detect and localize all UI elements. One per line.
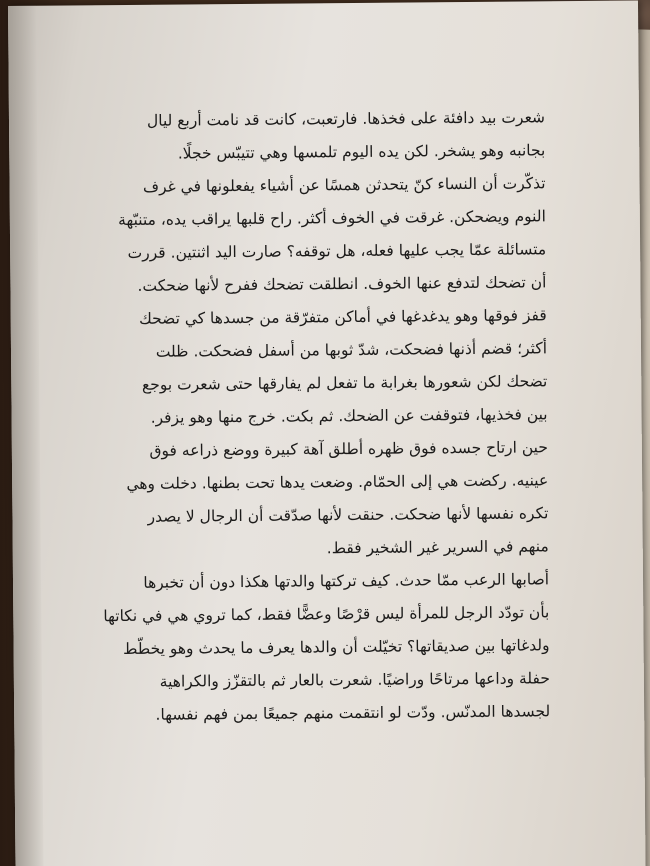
text-line: أن تضحك لتدفع عنها الخوف. انطلقت تضحك ففرح لأنها ضحكت. bbox=[137, 273, 547, 295]
text-line: بأن تودّد الرجل للمرأة ليس قرْصًا وعضًّا فقط، كما تروي هي في نكاتها bbox=[103, 603, 550, 626]
text-line: بين فخذيها، فتوقفت عن الضحك. ثم بكت. خرج منها وهو يزفر. bbox=[150, 405, 548, 427]
text-line: ولدغاتها بين صديقاتها؟ تخيّلت أن والدها يعرف ما يحدث وهو يخطّط bbox=[123, 636, 550, 659]
text-line: حفلة وداعها مرتاحًا وراضيًا. شعرت بالعار ثم بالتقزّز والكراهية bbox=[159, 669, 550, 691]
text-line: تذكّرت أن النساء كنّ يتحدثن همسًا عن أشياء يفعلونها في غرف bbox=[142, 174, 546, 196]
page-gutter-shadow bbox=[8, 6, 44, 866]
text-line: حين ارتاح جسده فوق ظهره أطلق آهة كبيرة ووضع ذراعه فوق bbox=[149, 438, 548, 460]
text-line: تضحك لكن شعورها بغرابة ما تفعل لم يفارقها حتى شعرت بوجع bbox=[141, 372, 548, 394]
text-line: قفز فوقها وهو يدغدغها في أماكن متفرّقة من جسدها كي تضحك bbox=[138, 306, 547, 328]
page-text bbox=[95, 101, 550, 732]
text-line: أصابها الرعب ممّا حدث. كيف تركتها والدتها هكذا دون أن تخبرها bbox=[143, 570, 550, 592]
text-line: شعرت بيد دافئة على فخذها. فارتعبت، كانت قد نامت أربع ليال bbox=[146, 108, 546, 130]
book-page bbox=[8, 1, 646, 866]
text-line: تكره نفسها لأنها ضحكت. حنقت لأنها صدّقت أن الرجال لا يصدر bbox=[147, 504, 549, 526]
text-line: منهم في السرير غير الشخير فقط. bbox=[326, 537, 549, 558]
text-line: عينيه. ركضت هي إلى الحمّام. وضعت يدها تحت بطنها. دخلت وهي bbox=[126, 471, 549, 493]
text-line: متسائلة عمّا يجب عليها فعله، هل توقفه؟ صارت اليد اثنتين. قررت bbox=[127, 240, 547, 262]
text-line: النوم ويضحكن. غرقت في الخوف أكثر. راح قلبها يراقب يده، متنبّهة bbox=[118, 207, 546, 230]
text-line: بجانبه وهو يشخر. لكن يده اليوم تلمسها وهي تتيبّس خجلًا. bbox=[177, 141, 546, 163]
text-line: أكثر؛ قضم أذنها فضحكت، شدّ ثوبها من أسفل فضحكت. ظلت bbox=[155, 339, 548, 361]
text-line: لجسدها المدنّس. ودّت لو انتقمت منهم جميعًا بمن فهم نفسها. bbox=[155, 702, 551, 724]
